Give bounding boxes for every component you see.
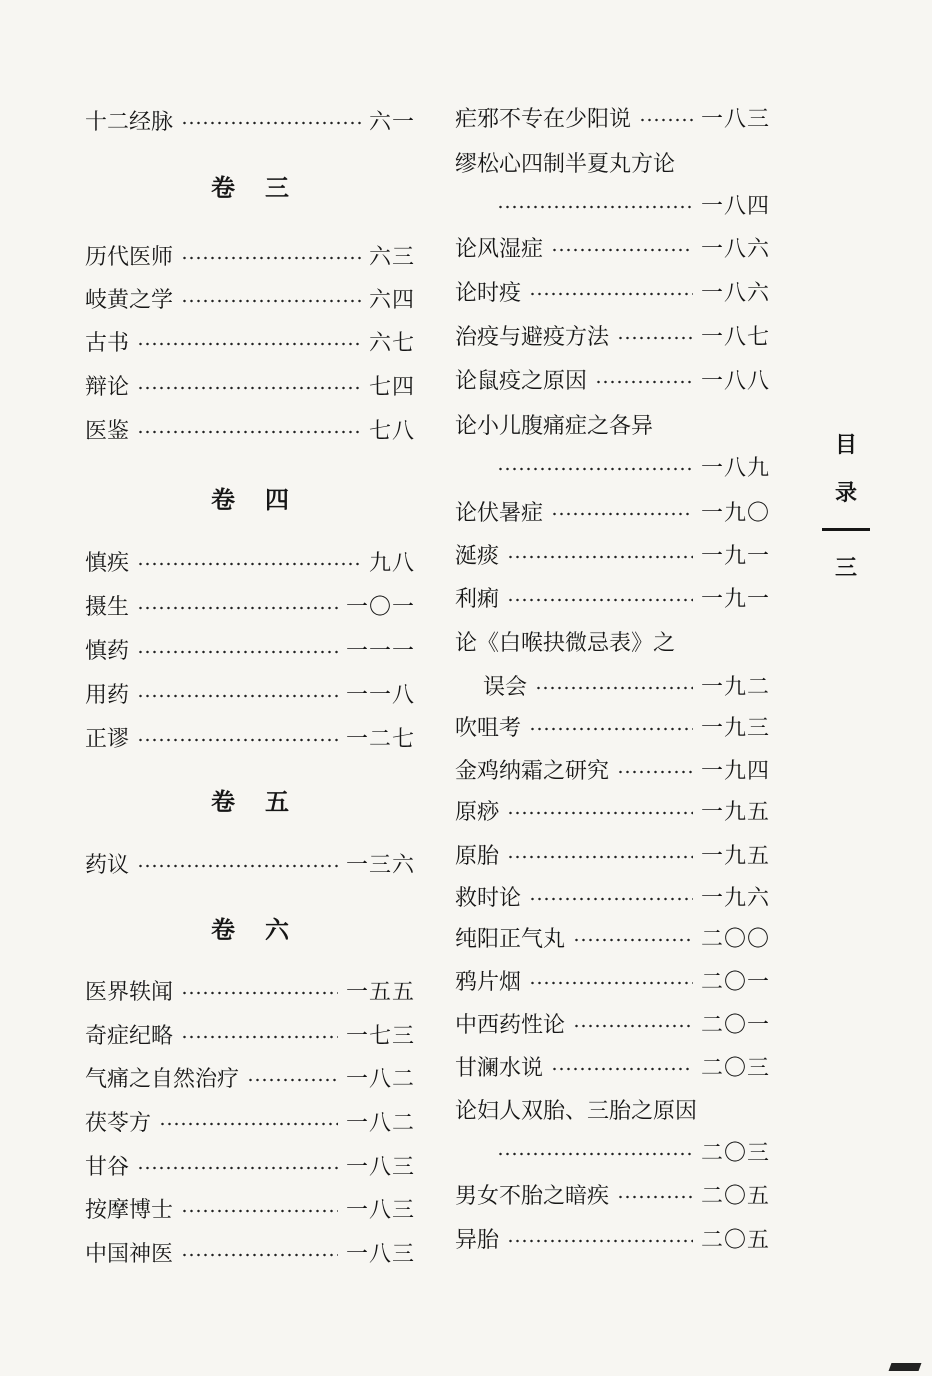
entry-title: 药议 — [85, 852, 130, 878]
toc-entry — [455, 711, 770, 741]
entry-title: 茯苓方 — [85, 1110, 152, 1136]
entry-page: 二〇五 — [700, 1227, 770, 1253]
entry-title: 论小儿腹痛症之各异 — [455, 413, 654, 439]
entry-title: 男女不胎之暗疾 — [455, 1183, 610, 1209]
entry-title: 异胎 — [455, 1227, 500, 1253]
volume-heading: 卷五 — [211, 787, 319, 816]
dot-leader — [137, 386, 361, 390]
entry-page: 一八三 — [345, 1154, 415, 1180]
entry-page: 一八八 — [700, 368, 770, 394]
entry-page: 一九五 — [700, 799, 770, 825]
toc-entry — [455, 795, 770, 825]
volume-heading: 卷六 — [211, 915, 319, 944]
toc-entry — [85, 414, 415, 444]
dot-leader — [181, 1209, 338, 1213]
page-number: 三 — [834, 555, 857, 581]
entry-page: 二〇〇 — [700, 926, 770, 952]
toc-entry — [455, 1136, 770, 1166]
entry-title: 奇症纪略 — [85, 1023, 174, 1049]
entry-page: 一一八 — [345, 682, 415, 708]
entry-title: 鸦片烟 — [455, 969, 522, 995]
entry-page: 一九一 — [700, 586, 770, 612]
dot-leader — [137, 650, 338, 654]
toc-entry — [455, 965, 770, 995]
entry-page: 二〇三 — [700, 1055, 770, 1081]
entry-title: 原痧 — [455, 799, 500, 825]
toc-entry — [85, 1150, 415, 1180]
toc-entry — [85, 634, 415, 664]
toc-entry — [85, 546, 415, 576]
toc-entry — [455, 1051, 770, 1081]
toc-entry — [455, 189, 770, 219]
entry-title: 治疫与避疫方法 — [455, 324, 610, 350]
dot-leader — [617, 336, 693, 340]
toc-entry — [85, 590, 415, 620]
entry-page: 六七 — [368, 330, 415, 356]
entry-title: 利痢 — [455, 586, 500, 612]
entry-title: 辩论 — [85, 374, 130, 400]
entry-title: 中西药性论 — [455, 1012, 566, 1038]
toc-entry — [85, 1062, 415, 1092]
dot-leader — [137, 606, 338, 610]
entry-page: 一八九 — [700, 455, 770, 481]
toc-entry — [85, 1019, 415, 1049]
toc-entry — [455, 364, 770, 394]
toc-entry — [455, 102, 770, 132]
toc-entry — [85, 1193, 415, 1223]
entry-title: 吹咀考 — [455, 715, 522, 741]
volume-heading: 卷四 — [211, 485, 319, 514]
dot-leader — [639, 118, 693, 122]
entry-title: 涎痰 — [455, 543, 500, 569]
entry-page: 二〇三 — [700, 1140, 770, 1166]
dot-leader — [551, 1067, 693, 1071]
entry-page: 一一一 — [345, 638, 415, 664]
toc-entry — [455, 922, 770, 952]
dot-leader — [529, 897, 693, 901]
entry-page: 二〇五 — [700, 1183, 770, 1209]
entry-title: 纯阳正气丸 — [455, 926, 566, 952]
entry-title: 慎疾 — [85, 550, 130, 576]
dot-leader — [181, 256, 361, 260]
toc-entry — [85, 848, 415, 878]
toc-entry — [85, 240, 415, 270]
dot-leader — [529, 727, 693, 731]
entry-page: 一八二 — [345, 1110, 415, 1136]
dot-leader — [181, 1253, 338, 1257]
entry-title: 论伏暑症 — [455, 500, 544, 526]
dot-leader — [159, 1122, 338, 1126]
entry-page: 九八 — [368, 550, 415, 576]
entry-page: 一九二 — [700, 674, 770, 700]
toc-entry — [455, 839, 770, 869]
entry-title: 古书 — [85, 330, 130, 356]
entry-title: 救时论 — [455, 885, 522, 911]
dot-leader — [497, 1152, 693, 1156]
dot-leader — [137, 738, 338, 742]
entry-title: 按摩博士 — [85, 1197, 174, 1223]
toc-entry — [85, 722, 415, 752]
entry-title: 气痛之自然治疗 — [85, 1066, 240, 1092]
dot-leader — [507, 855, 693, 859]
dot-leader — [595, 380, 693, 384]
toc-entry — [85, 105, 415, 135]
toc-entry — [455, 276, 770, 306]
entry-page: 一八三 — [700, 106, 770, 132]
dot-leader — [529, 292, 693, 296]
entry-page: 一〇一 — [345, 594, 415, 620]
header-divider — [822, 528, 870, 531]
entry-title: 论《白喉抉微忌表》之 — [455, 630, 676, 656]
entry-page: 二〇一 — [700, 1012, 770, 1038]
entry-title: 论风湿症 — [455, 236, 544, 262]
dot-leader — [137, 694, 338, 698]
entry-page: 一八七 — [700, 324, 770, 350]
entry-page: 一八六 — [700, 280, 770, 306]
entry-title: 医鉴 — [85, 418, 130, 444]
toc-entry — [455, 582, 770, 612]
dot-leader — [181, 991, 338, 995]
entry-title: 论鼠疫之原因 — [455, 368, 588, 394]
entry-title: 甘澜水说 — [455, 1055, 544, 1081]
toc-entry — [85, 1106, 415, 1136]
toc-entry — [85, 326, 415, 356]
entry-title: 论妇人双胎、三胎之原因 — [455, 1098, 698, 1124]
dot-leader — [573, 938, 693, 942]
dot-leader — [551, 512, 693, 516]
toc-entry — [455, 409, 770, 439]
header-label-lu: 录 — [834, 480, 857, 506]
toc-entry — [455, 1223, 770, 1253]
entry-page: 一五五 — [345, 979, 415, 1005]
toc-entry — [455, 1094, 770, 1124]
dot-leader — [507, 598, 693, 602]
toc-entry — [455, 881, 770, 911]
dot-leader — [497, 205, 693, 209]
entry-page: 六四 — [368, 287, 415, 313]
toc-entry — [455, 670, 770, 700]
toc-entry — [85, 678, 415, 708]
dot-leader — [137, 562, 361, 566]
entry-page: 七八 — [368, 418, 415, 444]
entry-title: 历代医师 — [85, 244, 174, 270]
toc-entry — [455, 320, 770, 350]
dot-leader — [529, 981, 693, 985]
toc-entry — [455, 496, 770, 526]
entry-title: 十二经脉 — [85, 109, 174, 135]
entry-title: 原胎 — [455, 843, 500, 869]
dot-leader — [497, 467, 693, 471]
entry-page: 一九〇 — [700, 500, 770, 526]
toc-entry — [455, 754, 770, 784]
entry-title: 疟邪不专在少阳说 — [455, 106, 632, 132]
volume-heading: 卷三 — [211, 173, 319, 202]
entry-page: 一九三 — [700, 715, 770, 741]
dot-leader — [137, 342, 361, 346]
dot-leader — [181, 299, 361, 303]
dot-leader — [181, 121, 361, 125]
dot-leader — [181, 1035, 338, 1039]
dot-leader — [137, 1166, 338, 1170]
dot-leader — [551, 248, 693, 252]
dot-leader — [573, 1024, 693, 1028]
entry-page: 二〇一 — [700, 969, 770, 995]
entry-page: 一八三 — [345, 1197, 415, 1223]
toc-entry — [85, 370, 415, 400]
entry-title: 论时疫 — [455, 280, 522, 306]
entry-page: 一八六 — [700, 236, 770, 262]
entry-title: 摄生 — [85, 594, 130, 620]
entry-page: 六三 — [368, 244, 415, 270]
toc-entry — [455, 232, 770, 262]
entry-page: 一九一 — [700, 543, 770, 569]
entry-title: 缪松心四制半夏丸方论 — [455, 151, 676, 177]
toc-entry — [455, 451, 770, 481]
entry-page: 一九四 — [700, 758, 770, 784]
entry-page: 一八四 — [700, 193, 770, 219]
entry-title: 岐黄之学 — [85, 287, 174, 313]
entry-page: 一二七 — [345, 726, 415, 752]
toc-entry — [455, 147, 770, 177]
entry-page: 一八三 — [345, 1241, 415, 1267]
header-label-mu: 目 — [834, 432, 857, 458]
entry-title: 金鸡纳霜之研究 — [455, 758, 610, 784]
entry-title: 用药 — [85, 682, 130, 708]
entry-page: 一三六 — [345, 852, 415, 878]
entry-page: 一九五 — [700, 843, 770, 869]
dot-leader — [137, 864, 338, 868]
toc-entry — [455, 1179, 770, 1209]
entry-title: 误会 — [483, 674, 528, 700]
running-header — [822, 432, 870, 581]
dot-leader — [617, 1195, 693, 1199]
dot-leader — [535, 686, 693, 690]
toc-entry — [455, 1008, 770, 1038]
dot-leader — [617, 770, 693, 774]
entry-page: 一八二 — [345, 1066, 415, 1092]
toc-entry — [455, 539, 770, 569]
entry-title: 中国神医 — [85, 1241, 174, 1267]
entry-page: 一七三 — [345, 1023, 415, 1049]
dot-leader — [507, 811, 693, 815]
entry-page: 一九六 — [700, 885, 770, 911]
toc-entry — [455, 626, 770, 656]
dot-leader — [137, 430, 361, 434]
dot-leader — [507, 1239, 693, 1243]
entry-title: 慎药 — [85, 638, 130, 664]
scan-mark — [889, 1363, 922, 1371]
dot-leader — [507, 555, 693, 559]
toc-entry — [85, 975, 415, 1005]
entry-title: 医界轶闻 — [85, 979, 174, 1005]
entry-page: 七四 — [368, 374, 415, 400]
dot-leader — [247, 1078, 338, 1082]
entry-page: 六一 — [368, 109, 415, 135]
entry-title: 正谬 — [85, 726, 130, 752]
toc-entry — [85, 1237, 415, 1267]
entry-title: 甘谷 — [85, 1154, 130, 1180]
toc-entry — [85, 283, 415, 313]
